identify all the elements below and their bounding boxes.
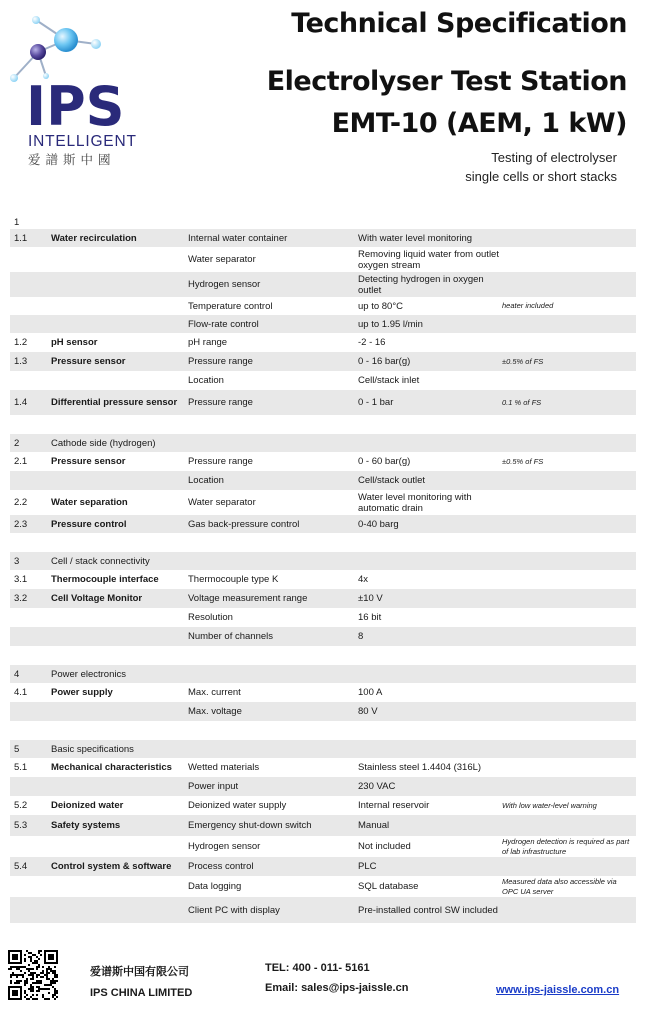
note: 0.1 % of FS (502, 397, 542, 407)
parameter: Data logging (188, 881, 242, 892)
value: ±10 V (358, 593, 383, 604)
row-number: 2.2 (14, 497, 28, 508)
row-number (14, 836, 48, 857)
table-row (10, 627, 636, 646)
table-row (10, 589, 636, 608)
parameter (188, 665, 356, 683)
table-row (10, 371, 636, 390)
section-name (51, 836, 183, 857)
row-number (14, 247, 48, 272)
subtitle (465, 148, 617, 186)
section-name (51, 533, 183, 552)
parameter: Hydrogen sensor (188, 841, 261, 852)
note (502, 229, 634, 247)
note: heater included (502, 301, 554, 311)
row-number: 5.2 (14, 800, 28, 811)
parameter: Water separator (188, 254, 256, 265)
section-name: Water separation (51, 497, 128, 508)
value: Stainless steel 1.4404 (316L) (358, 762, 482, 773)
note (502, 897, 634, 923)
parameter (188, 215, 356, 229)
section-name (51, 272, 183, 297)
note (502, 570, 634, 589)
table-row (10, 665, 636, 683)
value (358, 665, 500, 683)
table-row (10, 646, 636, 665)
section-name (51, 415, 183, 434)
value: 4x (358, 574, 369, 585)
parameter: Resolution (188, 612, 233, 623)
row-number: 3.1 (14, 574, 28, 585)
value: PLC (358, 861, 377, 872)
row-number (14, 627, 48, 646)
section-name (51, 315, 183, 333)
telephone: TEL: 400 - 011- 5161 (265, 962, 370, 974)
parameter: Voltage measurement range (188, 593, 308, 604)
table-row (10, 897, 636, 923)
value: 16 bit (358, 612, 382, 623)
table-row (10, 796, 636, 815)
section-name: Cell / stack connectivity (51, 555, 150, 567)
table-row (10, 876, 636, 897)
parameter: Client PC with display (188, 904, 280, 916)
product-name: Electrolyser Test Station (266, 66, 627, 97)
note (502, 247, 634, 272)
parameter: Pressure range (188, 456, 253, 467)
section-name: Cathode side (hydrogen) (51, 437, 156, 449)
note (502, 315, 634, 333)
qr-code-icon (8, 950, 58, 1000)
value: Not included (358, 841, 411, 852)
note (502, 683, 634, 702)
table-row (10, 552, 636, 570)
table-row (10, 836, 636, 857)
note (502, 646, 634, 665)
value (358, 721, 500, 740)
note: With low water-level warning (502, 800, 597, 810)
section-name: pH sensor (51, 337, 98, 348)
subtitle-line-2: single cells or short stacks (465, 169, 617, 184)
section-name (51, 215, 183, 229)
note (502, 415, 634, 434)
note (502, 740, 634, 758)
note: Measured data also accessible via OPC UA server (502, 877, 617, 896)
section-name: Deionized water (51, 800, 124, 811)
row-number (14, 415, 48, 434)
value: Removing liquid water from outlet oxygen stream (358, 248, 499, 271)
row-number (14, 876, 48, 897)
parameter: Wetted materials (188, 762, 260, 773)
section-name: Power supply (51, 687, 113, 698)
table-row (10, 570, 636, 589)
note (502, 371, 634, 390)
parameter: Process control (188, 861, 254, 872)
table-row (10, 434, 636, 452)
section-name: Water recirculation (51, 232, 137, 244)
parameter: Deionized water supply (188, 800, 287, 811)
ips-logo (6, 12, 166, 172)
value: 0 - 1 bar (358, 397, 394, 408)
table-row (10, 272, 636, 297)
parameter (188, 740, 356, 758)
row-number (14, 315, 48, 333)
note (502, 515, 634, 533)
section-name (51, 297, 183, 315)
parameter: Pressure range (188, 397, 253, 408)
company-name-en: IPS CHINA LIMITED (90, 987, 193, 999)
note (502, 721, 634, 740)
row-number (14, 646, 48, 665)
value (358, 552, 500, 570)
parameter: Hydrogen sensor (188, 279, 261, 290)
row-number: 5 (14, 743, 20, 755)
parameter: Temperature control (188, 300, 273, 312)
row-number: 1.3 (14, 356, 28, 367)
table-row (10, 533, 636, 552)
parameter: Flow-rate control (188, 318, 259, 330)
parameter (188, 721, 356, 740)
section-name (51, 608, 183, 627)
value: up to 1.95 l/min (358, 318, 423, 330)
row-number: 4.1 (14, 687, 28, 698)
section-name (51, 646, 183, 665)
parameter: Water separator (188, 497, 256, 508)
note: ±0.5% of FS (502, 456, 544, 466)
note: Hydrogen detection is required as part of lab infrastructure (502, 837, 630, 856)
value: Internal reservoir (358, 800, 430, 811)
table-row (10, 740, 636, 758)
section-name: Cell Voltage Monitor (51, 593, 143, 604)
parameter (188, 646, 356, 665)
model-name: EMT-10 (AEM, 1 kW) (331, 108, 627, 139)
row-number (14, 297, 48, 315)
value: Water level monitoring with automatic drain (358, 491, 472, 514)
row-number (14, 721, 48, 740)
parameter (188, 415, 356, 434)
section-name (51, 371, 183, 390)
section-name (51, 702, 183, 721)
table-row (10, 247, 636, 272)
title-block (267, 8, 627, 140)
row-number: 5.3 (14, 820, 28, 831)
parameter (188, 434, 356, 452)
value: 8 (358, 631, 364, 642)
table-row (10, 490, 636, 515)
table-row (10, 315, 636, 333)
note (502, 702, 634, 721)
table-row (10, 333, 636, 352)
note (502, 589, 634, 608)
doc-title: Technical Specification (291, 8, 627, 39)
note (502, 777, 634, 796)
molecule-logo-icon (6, 12, 166, 172)
parameter: Max. current (188, 687, 241, 698)
parameter (188, 533, 356, 552)
section-name: Pressure sensor (51, 456, 126, 467)
note (502, 665, 634, 683)
section-name (51, 721, 183, 740)
section-name: Basic specifications (51, 743, 134, 755)
parameter (188, 552, 356, 570)
value: Manual (358, 820, 390, 831)
table-row (10, 721, 636, 740)
row-number: 5.4 (14, 861, 28, 872)
value: up to 80°C (358, 300, 403, 312)
note (502, 272, 634, 297)
parameter: Internal water container (188, 232, 288, 244)
row-number: 1.4 (14, 397, 28, 408)
table-row (10, 415, 636, 434)
value (358, 740, 500, 758)
note (502, 215, 634, 229)
parameter: Max. voltage (188, 706, 242, 717)
parameter: Emergency shut-down switch (188, 820, 312, 831)
section-name: Safety systems (51, 820, 121, 831)
table-row (10, 608, 636, 627)
value: 230 VAC (358, 781, 396, 792)
spec-table (10, 215, 636, 923)
note (502, 471, 634, 490)
value: 0 - 16 bar(g) (358, 356, 411, 367)
brand-name: IPS (26, 75, 125, 138)
row-number (14, 471, 48, 490)
table-row (10, 297, 636, 315)
table-row (10, 471, 636, 490)
value (358, 415, 500, 434)
row-number (14, 608, 48, 627)
table-row (10, 452, 636, 471)
note (502, 533, 634, 552)
row-number: 1 (14, 216, 20, 228)
row-number: 2.3 (14, 518, 28, 530)
row-number: 3 (14, 555, 20, 567)
value: 0-40 barg (358, 518, 399, 530)
section-name: Thermocouple interface (51, 574, 159, 585)
table-row (10, 702, 636, 721)
subtitle-line-1: Testing of electrolyser (491, 150, 617, 165)
section-name (51, 247, 183, 272)
value (358, 533, 500, 552)
parameter: pH range (188, 337, 228, 348)
value: Cell/stack outlet (358, 475, 426, 486)
value: 100 A (358, 687, 383, 698)
value: -2 - 16 (358, 337, 386, 348)
note (502, 552, 634, 570)
row-number: 5.1 (14, 762, 28, 773)
table-row (10, 815, 636, 836)
note (502, 627, 634, 646)
table-row (10, 777, 636, 796)
table-row (10, 758, 636, 777)
note (502, 758, 634, 777)
note (502, 608, 634, 627)
value: 80 V (358, 706, 378, 717)
row-number (14, 272, 48, 297)
row-number: 4 (14, 668, 20, 680)
parameter: Pressure range (188, 356, 253, 367)
brand-tagline: INTELLIGENT (28, 133, 137, 150)
website-link[interactable]: www.ips-jaissle.com.cn (496, 984, 620, 996)
row-number (14, 702, 48, 721)
row-number: 1.1 (14, 232, 28, 244)
value (358, 434, 500, 452)
value: 0 - 60 bar(g) (358, 456, 411, 467)
table-row (10, 229, 636, 247)
value (358, 646, 500, 665)
section-name (51, 777, 183, 796)
section-name: Pressure sensor (51, 356, 126, 367)
value: Detecting hydrogen in oxygen outlet (358, 273, 484, 296)
section-name (51, 627, 183, 646)
value (358, 215, 500, 229)
row-number (14, 777, 48, 796)
parameter: Location (188, 375, 224, 386)
row-number: 2 (14, 437, 20, 449)
brand-chinese: 爱譜斯中國 (28, 152, 116, 167)
value: Cell/stack inlet (358, 375, 420, 386)
note (502, 490, 634, 515)
email: Email: sales@ips-jaissle.cn (265, 982, 409, 994)
note (502, 333, 634, 352)
parameter: Thermocouple type K (188, 574, 279, 585)
table-row (10, 857, 636, 876)
note: ±0.5% of FS (502, 356, 544, 366)
row-number (14, 897, 48, 923)
parameter: Number of channels (188, 631, 274, 642)
row-number: 3.2 (14, 593, 28, 604)
table-row (10, 683, 636, 702)
section-name: Differential pressure sensor (51, 397, 178, 408)
table-row (10, 390, 636, 415)
row-number: 1.2 (14, 337, 28, 348)
section-name: Mechanical characteristics (51, 762, 172, 773)
row-number (14, 533, 48, 552)
section-name (51, 471, 183, 490)
value: With water level monitoring (358, 232, 473, 244)
value: Pre-installed control SW included (358, 904, 498, 916)
table-row (10, 515, 636, 533)
row-number: 2.1 (14, 456, 28, 467)
company-name-cn: 爱谱斯中国有限公司 (90, 966, 189, 978)
section-name (51, 897, 183, 923)
parameter: Gas back-pressure control (188, 518, 300, 530)
table-row (10, 215, 636, 229)
parameter: Power input (188, 781, 239, 792)
section-name (51, 876, 183, 897)
table-row (10, 352, 636, 371)
note (502, 434, 634, 452)
section-name: Control system & software (51, 861, 172, 872)
row-number (14, 371, 48, 390)
parameter: Location (188, 475, 224, 486)
section-name: Pressure control (51, 518, 127, 530)
section-name: Power electronics (51, 668, 126, 680)
note (502, 857, 634, 876)
value: SQL database (358, 881, 419, 892)
note (502, 815, 634, 836)
